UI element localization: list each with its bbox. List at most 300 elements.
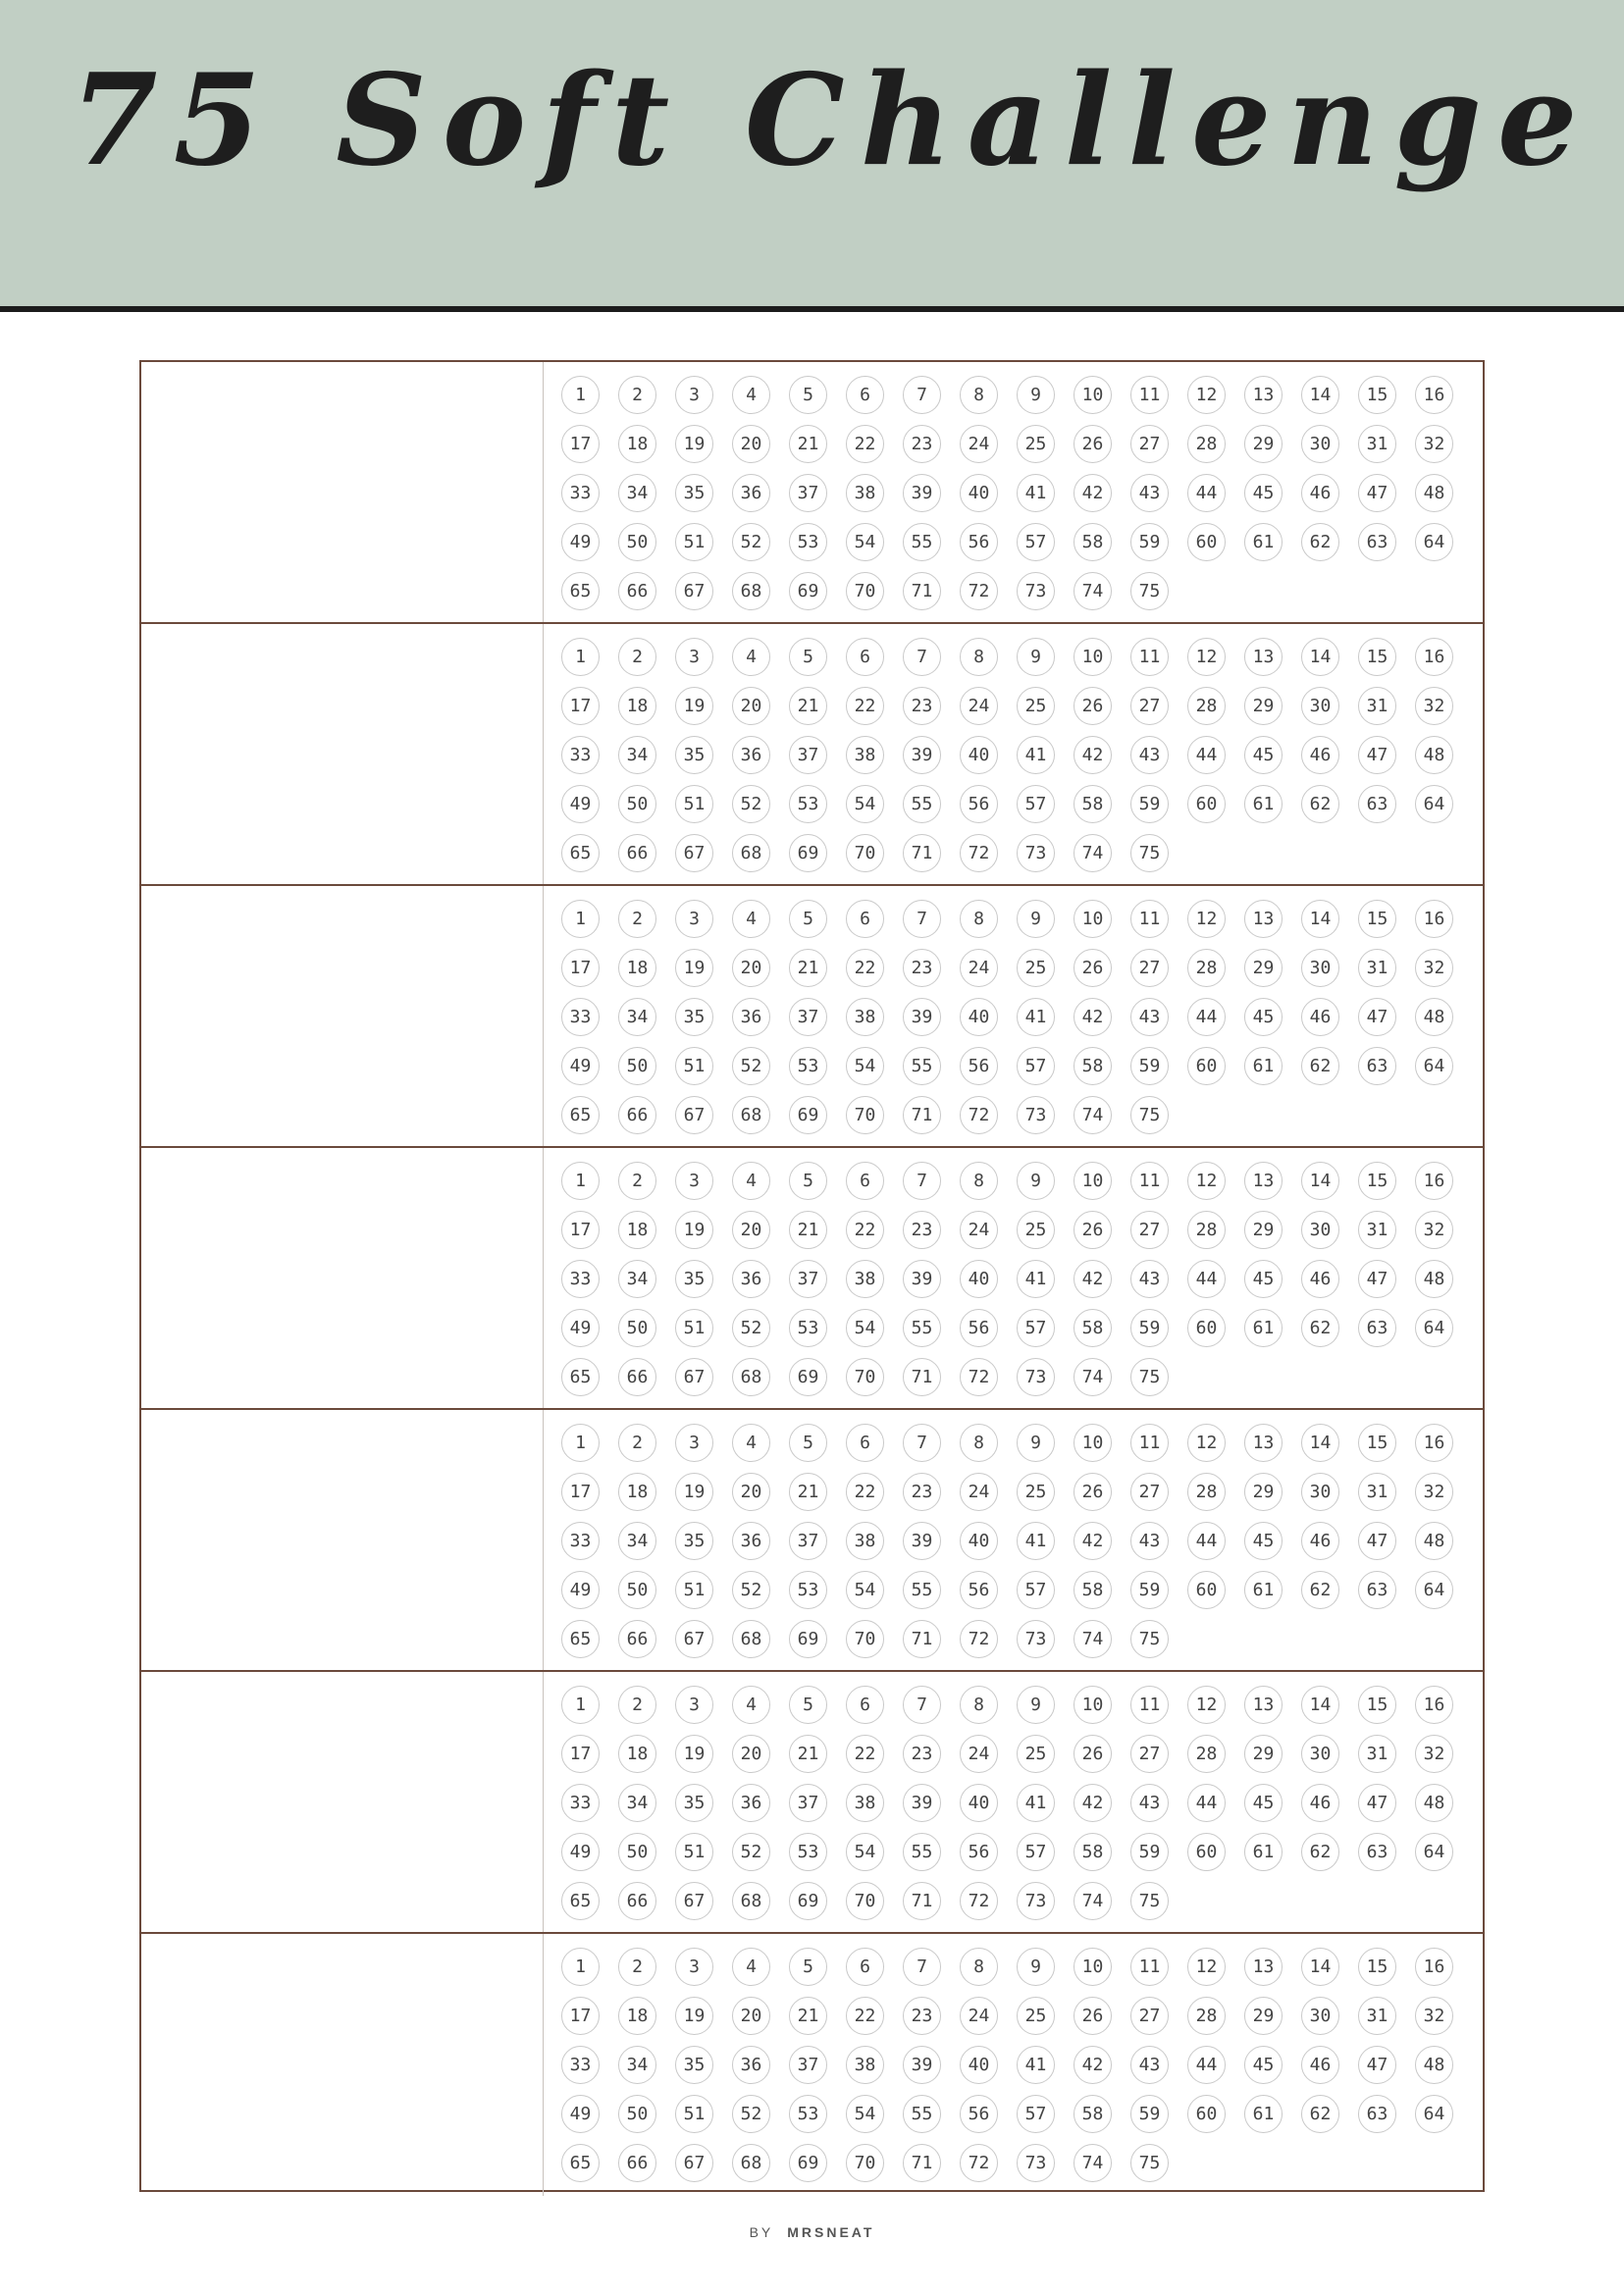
day-circle[interactable]: 20: [732, 949, 770, 987]
day-circle[interactable]: 20: [732, 1735, 770, 1773]
day-circle[interactable]: 70: [846, 572, 884, 610]
day-circle[interactable]: 23: [903, 425, 941, 463]
day-circle[interactable]: 41: [1017, 2046, 1055, 2084]
habit-label-cell[interactable]: [141, 362, 544, 622]
day-circle[interactable]: 6: [846, 1686, 884, 1724]
day-circle[interactable]: 19: [675, 1473, 713, 1511]
day-circle[interactable]: 68: [732, 572, 770, 610]
day-circle[interactable]: 28: [1187, 1473, 1226, 1511]
day-circle[interactable]: 40: [960, 1522, 998, 1560]
day-circle[interactable]: 24: [960, 1473, 998, 1511]
day-circle[interactable]: 7: [903, 1162, 941, 1200]
day-circle[interactable]: 48: [1415, 1522, 1453, 1560]
day-circle[interactable]: 51: [675, 2095, 713, 2133]
day-circle[interactable]: 72: [960, 834, 998, 872]
day-circle[interactable]: 70: [846, 2144, 884, 2182]
day-circle[interactable]: 11: [1130, 900, 1169, 938]
day-circle[interactable]: 49: [561, 785, 600, 823]
day-circle[interactable]: 8: [960, 1424, 998, 1462]
day-circle[interactable]: 24: [960, 1735, 998, 1773]
day-circle[interactable]: 7: [903, 1948, 941, 1986]
day-circle[interactable]: 65: [561, 1620, 600, 1658]
day-circle[interactable]: 57: [1017, 1571, 1055, 1609]
day-circle[interactable]: 9: [1017, 1424, 1055, 1462]
day-circle[interactable]: 30: [1301, 1997, 1339, 2035]
day-circle[interactable]: 42: [1074, 998, 1112, 1036]
day-circle[interactable]: 27: [1130, 687, 1169, 725]
day-circle[interactable]: 29: [1244, 1211, 1283, 1249]
day-circle[interactable]: 41: [1017, 1260, 1055, 1298]
day-circle[interactable]: 51: [675, 1571, 713, 1609]
day-circle[interactable]: 18: [618, 425, 656, 463]
day-circle[interactable]: 57: [1017, 2095, 1055, 2133]
day-circle[interactable]: 15: [1358, 1162, 1396, 1200]
day-circle[interactable]: 65: [561, 1096, 600, 1134]
day-circle[interactable]: 36: [732, 1784, 770, 1822]
day-circle[interactable]: 64: [1415, 523, 1453, 561]
day-circle[interactable]: 17: [561, 1473, 600, 1511]
day-circle[interactable]: 56: [960, 523, 998, 561]
day-circle[interactable]: 63: [1358, 1833, 1396, 1871]
day-circle[interactable]: 24: [960, 1997, 998, 2035]
day-circle[interactable]: 49: [561, 1571, 600, 1609]
day-circle[interactable]: 53: [789, 1309, 827, 1347]
day-circle[interactable]: 64: [1415, 785, 1453, 823]
day-circle[interactable]: 69: [789, 1358, 827, 1396]
day-circle[interactable]: 63: [1358, 1571, 1396, 1609]
day-circle[interactable]: 39: [903, 2046, 941, 2084]
day-circle[interactable]: 71: [903, 1096, 941, 1134]
day-circle[interactable]: 3: [675, 1686, 713, 1724]
day-circle[interactable]: 33: [561, 1784, 600, 1822]
day-circle[interactable]: 21: [789, 1473, 827, 1511]
day-circle[interactable]: 3: [675, 376, 713, 414]
day-circle[interactable]: 17: [561, 425, 600, 463]
day-circle[interactable]: 42: [1074, 474, 1112, 512]
day-circle[interactable]: 46: [1301, 736, 1339, 774]
day-circle[interactable]: 16: [1415, 376, 1453, 414]
day-circle[interactable]: 18: [618, 1211, 656, 1249]
day-circle[interactable]: 19: [675, 425, 713, 463]
day-circle[interactable]: 56: [960, 785, 998, 823]
day-circle[interactable]: 62: [1301, 1309, 1339, 1347]
day-circle[interactable]: 26: [1074, 1211, 1112, 1249]
day-circle[interactable]: 44: [1187, 736, 1226, 774]
day-circle[interactable]: 16: [1415, 638, 1453, 676]
day-circle[interactable]: 57: [1017, 1833, 1055, 1871]
day-circle[interactable]: 25: [1017, 949, 1055, 987]
day-circle[interactable]: 67: [675, 1620, 713, 1658]
day-circle[interactable]: 47: [1358, 998, 1396, 1036]
day-circle[interactable]: 51: [675, 1309, 713, 1347]
day-circle[interactable]: 61: [1244, 1571, 1283, 1609]
habit-label-cell[interactable]: [141, 1934, 544, 2196]
day-circle[interactable]: 3: [675, 1948, 713, 1986]
day-circle[interactable]: 25: [1017, 1735, 1055, 1773]
day-circle[interactable]: 73: [1017, 834, 1055, 872]
day-circle[interactable]: 30: [1301, 1735, 1339, 1773]
day-circle[interactable]: 39: [903, 1784, 941, 1822]
day-circle[interactable]: 75: [1130, 1620, 1169, 1658]
day-circle[interactable]: 40: [960, 998, 998, 1036]
day-circle[interactable]: 2: [618, 1686, 656, 1724]
day-circle[interactable]: 48: [1415, 998, 1453, 1036]
day-circle[interactable]: 71: [903, 2144, 941, 2182]
day-circle[interactable]: 72: [960, 1620, 998, 1658]
day-circle[interactable]: 37: [789, 1260, 827, 1298]
day-circle[interactable]: 4: [732, 1686, 770, 1724]
day-circle[interactable]: 51: [675, 523, 713, 561]
day-circle[interactable]: 38: [846, 1784, 884, 1822]
day-circle[interactable]: 30: [1301, 1473, 1339, 1511]
day-circle[interactable]: 29: [1244, 1473, 1283, 1511]
day-circle[interactable]: 2: [618, 900, 656, 938]
day-circle[interactable]: 33: [561, 474, 600, 512]
day-circle[interactable]: 29: [1244, 949, 1283, 987]
day-circle[interactable]: 38: [846, 2046, 884, 2084]
day-circle[interactable]: 5: [789, 638, 827, 676]
day-circle[interactable]: 22: [846, 949, 884, 987]
day-circle[interactable]: 71: [903, 1882, 941, 1920]
day-circle[interactable]: 2: [618, 1948, 656, 1986]
day-circle[interactable]: 6: [846, 376, 884, 414]
day-circle[interactable]: 58: [1074, 523, 1112, 561]
day-circle[interactable]: 53: [789, 1047, 827, 1085]
day-circle[interactable]: 59: [1130, 1047, 1169, 1085]
day-circle[interactable]: 33: [561, 1522, 600, 1560]
day-circle[interactable]: 73: [1017, 1620, 1055, 1658]
day-circle[interactable]: 13: [1244, 1686, 1283, 1724]
day-circle[interactable]: 7: [903, 376, 941, 414]
day-circle[interactable]: 26: [1074, 1473, 1112, 1511]
day-circle[interactable]: 52: [732, 2095, 770, 2133]
day-circle[interactable]: 19: [675, 1997, 713, 2035]
day-circle[interactable]: 23: [903, 1997, 941, 2035]
day-circle[interactable]: 16: [1415, 1424, 1453, 1462]
day-circle[interactable]: 11: [1130, 376, 1169, 414]
day-circle[interactable]: 56: [960, 1309, 998, 1347]
day-circle[interactable]: 7: [903, 900, 941, 938]
day-circle[interactable]: 10: [1074, 638, 1112, 676]
day-circle[interactable]: 24: [960, 949, 998, 987]
day-circle[interactable]: 23: [903, 1211, 941, 1249]
day-circle[interactable]: 59: [1130, 785, 1169, 823]
day-circle[interactable]: 50: [618, 1309, 656, 1347]
day-circle[interactable]: 12: [1187, 900, 1226, 938]
day-circle[interactable]: 51: [675, 785, 713, 823]
day-circle[interactable]: 30: [1301, 949, 1339, 987]
day-circle[interactable]: 69: [789, 2144, 827, 2182]
day-circle[interactable]: 64: [1415, 1309, 1453, 1347]
day-circle[interactable]: 4: [732, 1948, 770, 1986]
day-circle[interactable]: 22: [846, 687, 884, 725]
day-circle[interactable]: 9: [1017, 1948, 1055, 1986]
day-circle[interactable]: 50: [618, 523, 656, 561]
day-circle[interactable]: 73: [1017, 572, 1055, 610]
day-circle[interactable]: 55: [903, 785, 941, 823]
day-circle[interactable]: 48: [1415, 1260, 1453, 1298]
day-circle[interactable]: 22: [846, 1997, 884, 2035]
day-circle[interactable]: 6: [846, 1948, 884, 1986]
day-circle[interactable]: 62: [1301, 785, 1339, 823]
day-circle[interactable]: 3: [675, 900, 713, 938]
day-circle[interactable]: 65: [561, 1358, 600, 1396]
day-circle[interactable]: 30: [1301, 687, 1339, 725]
day-circle[interactable]: 72: [960, 1358, 998, 1396]
day-circle[interactable]: 19: [675, 687, 713, 725]
day-circle[interactable]: 25: [1017, 1211, 1055, 1249]
day-circle[interactable]: 20: [732, 1473, 770, 1511]
day-circle[interactable]: 58: [1074, 785, 1112, 823]
day-circle[interactable]: 41: [1017, 1522, 1055, 1560]
day-circle[interactable]: 46: [1301, 1260, 1339, 1298]
day-circle[interactable]: 74: [1074, 2144, 1112, 2182]
day-circle[interactable]: 47: [1358, 736, 1396, 774]
day-circle[interactable]: 34: [618, 2046, 656, 2084]
day-circle[interactable]: 55: [903, 1309, 941, 1347]
day-circle[interactable]: 61: [1244, 1833, 1283, 1871]
day-circle[interactable]: 32: [1415, 1473, 1453, 1511]
day-circle[interactable]: 49: [561, 1833, 600, 1871]
day-circle[interactable]: 71: [903, 1620, 941, 1658]
day-circle[interactable]: 15: [1358, 1686, 1396, 1724]
day-circle[interactable]: 56: [960, 1047, 998, 1085]
day-circle[interactable]: 31: [1358, 1735, 1396, 1773]
day-circle[interactable]: 47: [1358, 2046, 1396, 2084]
day-circle[interactable]: 60: [1187, 523, 1226, 561]
day-circle[interactable]: 22: [846, 1473, 884, 1511]
day-circle[interactable]: 69: [789, 1882, 827, 1920]
day-circle[interactable]: 17: [561, 1735, 600, 1773]
day-circle[interactable]: 53: [789, 2095, 827, 2133]
day-circle[interactable]: 25: [1017, 1473, 1055, 1511]
day-circle[interactable]: 45: [1244, 998, 1283, 1036]
day-circle[interactable]: 51: [675, 1047, 713, 1085]
day-circle[interactable]: 45: [1244, 1260, 1283, 1298]
day-circle[interactable]: 59: [1130, 1833, 1169, 1871]
day-circle[interactable]: 21: [789, 1997, 827, 2035]
day-circle[interactable]: 44: [1187, 1522, 1226, 1560]
day-circle[interactable]: 66: [618, 834, 656, 872]
day-circle[interactable]: 14: [1301, 638, 1339, 676]
day-circle[interactable]: 71: [903, 834, 941, 872]
day-circle[interactable]: 13: [1244, 1162, 1283, 1200]
day-circle[interactable]: 6: [846, 1162, 884, 1200]
day-circle[interactable]: 36: [732, 1260, 770, 1298]
day-circle[interactable]: 7: [903, 638, 941, 676]
day-circle[interactable]: 31: [1358, 1211, 1396, 1249]
day-circle[interactable]: 25: [1017, 425, 1055, 463]
day-circle[interactable]: 38: [846, 474, 884, 512]
day-circle[interactable]: 70: [846, 1096, 884, 1134]
day-circle[interactable]: 66: [618, 1358, 656, 1396]
day-circle[interactable]: 45: [1244, 2046, 1283, 2084]
day-circle[interactable]: 54: [846, 1833, 884, 1871]
day-circle[interactable]: 28: [1187, 1211, 1226, 1249]
day-circle[interactable]: 35: [675, 736, 713, 774]
day-circle[interactable]: 37: [789, 998, 827, 1036]
day-circle[interactable]: 12: [1187, 1424, 1226, 1462]
day-circle[interactable]: 64: [1415, 1833, 1453, 1871]
day-circle[interactable]: 4: [732, 376, 770, 414]
day-circle[interactable]: 43: [1130, 998, 1169, 1036]
day-circle[interactable]: 45: [1244, 736, 1283, 774]
day-circle[interactable]: 11: [1130, 1162, 1169, 1200]
day-circle[interactable]: 67: [675, 1882, 713, 1920]
day-circle[interactable]: 15: [1358, 1424, 1396, 1462]
day-circle[interactable]: 64: [1415, 1047, 1453, 1085]
day-circle[interactable]: 1: [561, 1424, 600, 1462]
day-circle[interactable]: 33: [561, 1260, 600, 1298]
day-circle[interactable]: 54: [846, 1047, 884, 1085]
day-circle[interactable]: 5: [789, 900, 827, 938]
day-circle[interactable]: 29: [1244, 1997, 1283, 2035]
day-circle[interactable]: 58: [1074, 1833, 1112, 1871]
day-circle[interactable]: 43: [1130, 2046, 1169, 2084]
day-circle[interactable]: 56: [960, 2095, 998, 2133]
day-circle[interactable]: 54: [846, 1571, 884, 1609]
day-circle[interactable]: 75: [1130, 834, 1169, 872]
day-circle[interactable]: 6: [846, 900, 884, 938]
day-circle[interactable]: 62: [1301, 2095, 1339, 2133]
day-circle[interactable]: 32: [1415, 687, 1453, 725]
day-circle[interactable]: 16: [1415, 1686, 1453, 1724]
day-circle[interactable]: 75: [1130, 1358, 1169, 1396]
day-circle[interactable]: 54: [846, 2095, 884, 2133]
day-circle[interactable]: 60: [1187, 1833, 1226, 1871]
day-circle[interactable]: 62: [1301, 1047, 1339, 1085]
day-circle[interactable]: 60: [1187, 1047, 1226, 1085]
day-circle[interactable]: 56: [960, 1571, 998, 1609]
day-circle[interactable]: 75: [1130, 2144, 1169, 2182]
day-circle[interactable]: 28: [1187, 425, 1226, 463]
day-circle[interactable]: 53: [789, 785, 827, 823]
day-circle[interactable]: 59: [1130, 1309, 1169, 1347]
day-circle[interactable]: 61: [1244, 1047, 1283, 1085]
habit-label-cell[interactable]: [141, 1410, 544, 1670]
day-circle[interactable]: 58: [1074, 1571, 1112, 1609]
day-circle[interactable]: 60: [1187, 1571, 1226, 1609]
day-circle[interactable]: 5: [789, 376, 827, 414]
day-circle[interactable]: 70: [846, 1882, 884, 1920]
day-circle[interactable]: 14: [1301, 1162, 1339, 1200]
day-circle[interactable]: 2: [618, 1162, 656, 1200]
day-circle[interactable]: 52: [732, 785, 770, 823]
day-circle[interactable]: 52: [732, 1309, 770, 1347]
habit-label-cell[interactable]: [141, 886, 544, 1146]
day-circle[interactable]: 15: [1358, 376, 1396, 414]
day-circle[interactable]: 42: [1074, 2046, 1112, 2084]
day-circle[interactable]: 69: [789, 572, 827, 610]
day-circle[interactable]: 62: [1301, 523, 1339, 561]
day-circle[interactable]: 37: [789, 736, 827, 774]
day-circle[interactable]: 34: [618, 1784, 656, 1822]
day-circle[interactable]: 20: [732, 1997, 770, 2035]
day-circle[interactable]: 14: [1301, 1948, 1339, 1986]
day-circle[interactable]: 12: [1187, 638, 1226, 676]
day-circle[interactable]: 75: [1130, 572, 1169, 610]
day-circle[interactable]: 10: [1074, 1686, 1112, 1724]
day-circle[interactable]: 8: [960, 376, 998, 414]
day-circle[interactable]: 68: [732, 1096, 770, 1134]
day-circle[interactable]: 15: [1358, 1948, 1396, 1986]
day-circle[interactable]: 52: [732, 1833, 770, 1871]
day-circle[interactable]: 6: [846, 1424, 884, 1462]
day-circle[interactable]: 50: [618, 2095, 656, 2133]
day-circle[interactable]: 27: [1130, 1473, 1169, 1511]
day-circle[interactable]: 52: [732, 523, 770, 561]
day-circle[interactable]: 48: [1415, 474, 1453, 512]
day-circle[interactable]: 24: [960, 687, 998, 725]
day-circle[interactable]: 10: [1074, 1424, 1112, 1462]
day-circle[interactable]: 50: [618, 785, 656, 823]
day-circle[interactable]: 15: [1358, 638, 1396, 676]
day-circle[interactable]: 24: [960, 425, 998, 463]
day-circle[interactable]: 56: [960, 1833, 998, 1871]
day-circle[interactable]: 46: [1301, 474, 1339, 512]
day-circle[interactable]: 51: [675, 1833, 713, 1871]
day-circle[interactable]: 3: [675, 1162, 713, 1200]
day-circle[interactable]: 14: [1301, 376, 1339, 414]
day-circle[interactable]: 9: [1017, 1686, 1055, 1724]
day-circle[interactable]: 62: [1301, 1833, 1339, 1871]
day-circle[interactable]: 12: [1187, 1162, 1226, 1200]
day-circle[interactable]: 18: [618, 1473, 656, 1511]
day-circle[interactable]: 35: [675, 474, 713, 512]
day-circle[interactable]: 9: [1017, 1162, 1055, 1200]
day-circle[interactable]: 35: [675, 2046, 713, 2084]
day-circle[interactable]: 71: [903, 572, 941, 610]
day-circle[interactable]: 52: [732, 1047, 770, 1085]
day-circle[interactable]: 49: [561, 523, 600, 561]
day-circle[interactable]: 61: [1244, 523, 1283, 561]
day-circle[interactable]: 39: [903, 1522, 941, 1560]
day-circle[interactable]: 32: [1415, 1997, 1453, 2035]
day-circle[interactable]: 32: [1415, 425, 1453, 463]
day-circle[interactable]: 45: [1244, 1784, 1283, 1822]
day-circle[interactable]: 29: [1244, 687, 1283, 725]
day-circle[interactable]: 44: [1187, 1784, 1226, 1822]
day-circle[interactable]: 37: [789, 1522, 827, 1560]
day-circle[interactable]: 27: [1130, 1997, 1169, 2035]
habit-label-cell[interactable]: [141, 1672, 544, 1932]
day-circle[interactable]: 35: [675, 1522, 713, 1560]
day-circle[interactable]: 3: [675, 1424, 713, 1462]
day-circle[interactable]: 59: [1130, 2095, 1169, 2133]
day-circle[interactable]: 2: [618, 376, 656, 414]
day-circle[interactable]: 17: [561, 949, 600, 987]
day-circle[interactable]: 39: [903, 1260, 941, 1298]
day-circle[interactable]: 37: [789, 474, 827, 512]
day-circle[interactable]: 54: [846, 785, 884, 823]
day-circle[interactable]: 32: [1415, 949, 1453, 987]
day-circle[interactable]: 23: [903, 949, 941, 987]
day-circle[interactable]: 41: [1017, 998, 1055, 1036]
day-circle[interactable]: 34: [618, 998, 656, 1036]
day-circle[interactable]: 63: [1358, 1309, 1396, 1347]
day-circle[interactable]: 54: [846, 523, 884, 561]
day-circle[interactable]: 33: [561, 998, 600, 1036]
day-circle[interactable]: 26: [1074, 1997, 1112, 2035]
day-circle[interactable]: 17: [561, 1211, 600, 1249]
day-circle[interactable]: 27: [1130, 949, 1169, 987]
day-circle[interactable]: 65: [561, 1882, 600, 1920]
day-circle[interactable]: 61: [1244, 2095, 1283, 2133]
day-circle[interactable]: 43: [1130, 1522, 1169, 1560]
day-circle[interactable]: 28: [1187, 1735, 1226, 1773]
day-circle[interactable]: 64: [1415, 2095, 1453, 2133]
day-circle[interactable]: 9: [1017, 638, 1055, 676]
